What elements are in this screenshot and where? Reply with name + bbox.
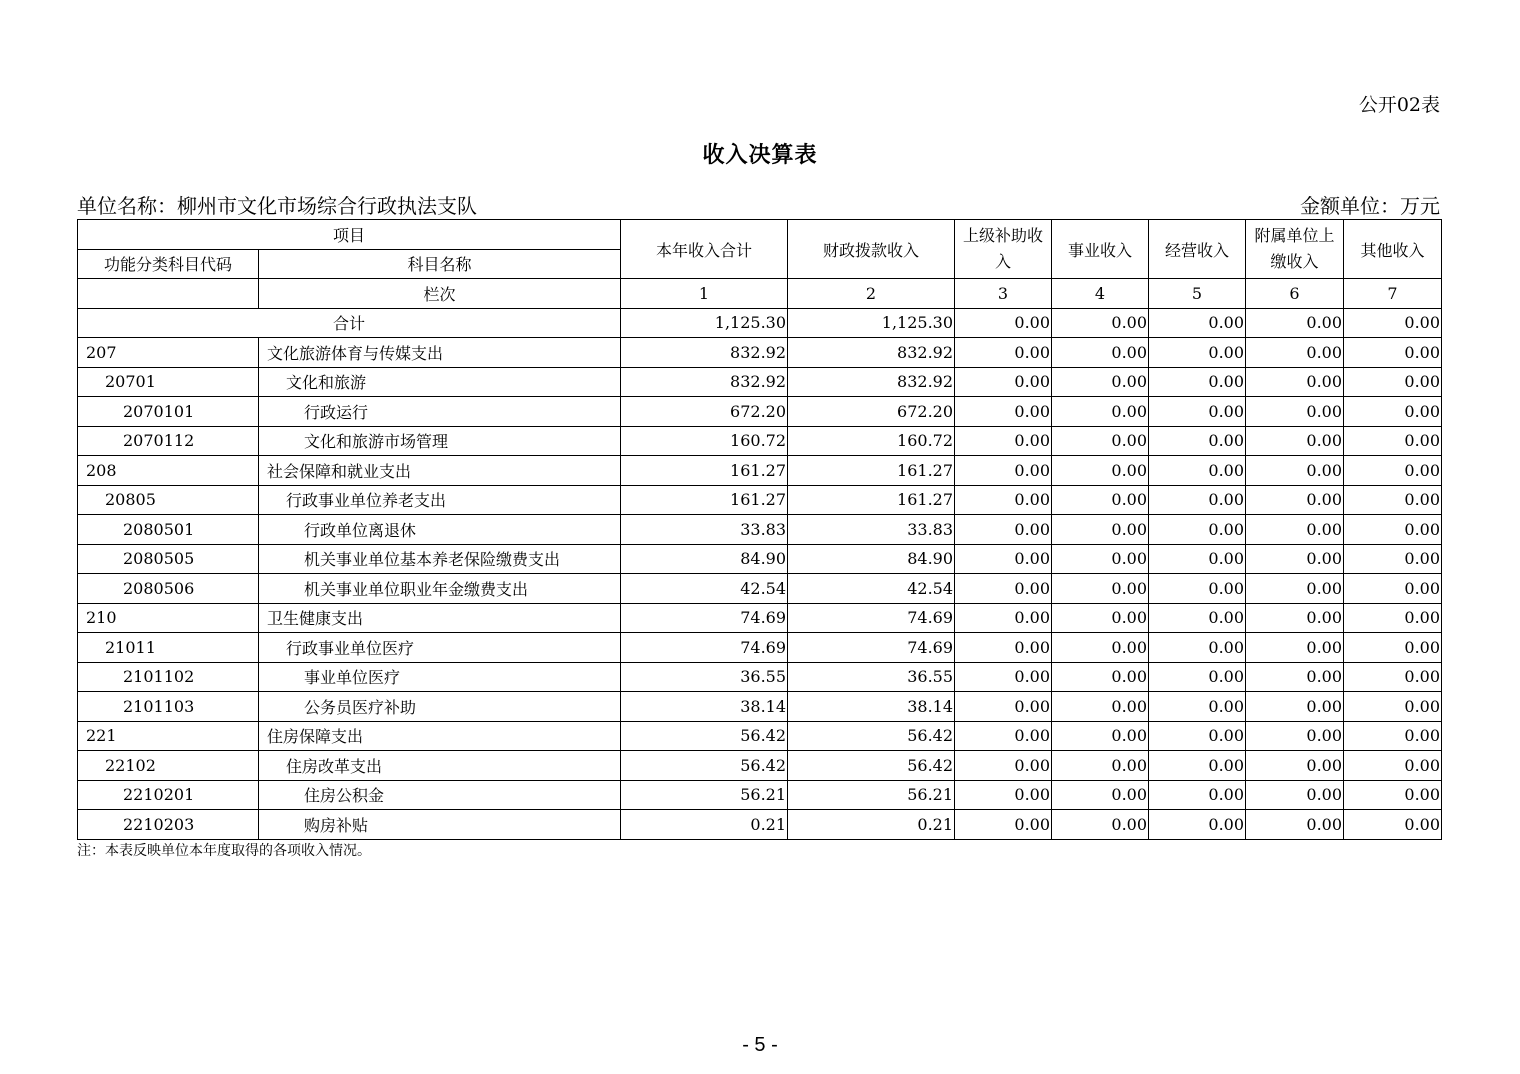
amount-cell: 0.00 [1344,397,1442,427]
total-value: 0.00 [1344,308,1442,338]
amount-cell: 0.00 [1052,485,1149,515]
amount-cell: 0.00 [1149,544,1246,574]
table-row [78,633,1442,663]
amount-cell: 0.00 [1344,603,1442,633]
amount-cell: 0.00 [1149,633,1246,663]
amount-cell: 0.00 [1052,456,1149,486]
table-row [78,692,1442,722]
amount-cell: 672.20 [621,397,788,427]
amount-cell: 0.00 [1246,397,1344,427]
table-row [78,603,1442,633]
amount-cell: 0.00 [1052,633,1149,663]
amount-cell: 0.00 [955,485,1052,515]
subject-code: 2080501 [78,515,259,545]
unit-name: 单位名称：柳州市文化市场综合行政执法支队 [77,194,477,218]
income-report-table [77,219,1442,840]
amount-cell: 42.54 [621,574,788,604]
amount-cell: 74.69 [621,603,788,633]
amount-cell: 0.00 [1149,574,1246,604]
amount-cell: 42.54 [788,574,955,604]
amount-cell: 0.00 [1344,367,1442,397]
subject-name: 公务员医疗补助 [259,692,621,722]
subject-name: 社会保障和就业支出 [259,456,621,486]
column-index-1: 1 [621,279,788,309]
amount-cell: 160.72 [788,426,955,456]
column-index-label: 栏次 [259,279,621,309]
subject-name: 住房公积金 [259,780,621,810]
form-number: 公开02表 [1358,94,1440,116]
amount-cell: 0.00 [955,662,1052,692]
column-index-5: 5 [1149,279,1246,309]
total-value: 1,125.30 [788,308,955,338]
table-row [78,810,1442,840]
header-code: 功能分类科目代码 [78,249,259,279]
amount-cell: 0.00 [1149,338,1246,368]
amount-cell: 0.00 [1344,426,1442,456]
table-row [78,574,1442,604]
column-index-blank [78,279,259,309]
amount-cell: 33.83 [621,515,788,545]
total-value: 0.00 [1052,308,1149,338]
amount-cell: 0.00 [1344,633,1442,663]
subject-code: 210 [78,603,259,633]
amount-cell: 0.00 [955,780,1052,810]
amount-cell: 0.00 [1344,456,1442,486]
table-row [78,662,1442,692]
subject-name: 住房改革支出 [259,751,621,781]
amount-cell: 0.00 [1149,751,1246,781]
amount-cell: 0.00 [1052,574,1149,604]
column-index-4: 4 [1052,279,1149,309]
total-label: 合计 [78,308,621,338]
subject-name: 购房补贴 [259,810,621,840]
amount-cell: 0.00 [1246,456,1344,486]
amount-cell: 0.00 [1149,367,1246,397]
amount-cell: 0.00 [1246,692,1344,722]
amount-cell: 0.00 [1344,721,1442,751]
subject-name: 文化和旅游 [259,367,621,397]
amount-cell: 0.00 [1149,426,1246,456]
amount-cell: 161.27 [788,456,955,486]
amount-cell: 0.00 [1344,515,1442,545]
total-value: 0.00 [955,308,1052,338]
total-value: 1,125.30 [621,308,788,338]
amount-cell: 74.69 [621,633,788,663]
header-total: 本年收入合计 [621,220,788,279]
table-row [78,721,1442,751]
subject-name: 文化和旅游市场管理 [259,426,621,456]
amount-cell: 0.21 [788,810,955,840]
amount-cell: 74.69 [788,603,955,633]
amount-cell: 0.00 [1246,603,1344,633]
table-row [78,456,1442,486]
subject-code: 2101102 [78,662,259,692]
header-operating: 经营收入 [1149,220,1246,279]
subject-code: 22102 [78,751,259,781]
subject-code: 2210201 [78,780,259,810]
header-name: 科目名称 [259,249,621,279]
amount-cell: 161.27 [621,456,788,486]
amount-cell: 0.00 [1344,810,1442,840]
amount-cell: 0.21 [621,810,788,840]
amount-cell: 74.69 [788,633,955,663]
amount-cell: 0.00 [1344,692,1442,722]
amount-cell: 84.90 [621,544,788,574]
amount-cell: 0.00 [1052,426,1149,456]
amount-cell: 0.00 [1052,810,1149,840]
table-row [78,751,1442,781]
amount-cell: 0.00 [1052,397,1149,427]
amount-cell: 0.00 [1246,544,1344,574]
subject-code: 2080506 [78,574,259,604]
amount-cell: 0.00 [1052,603,1149,633]
subject-code: 221 [78,721,259,751]
amount-cell: 0.00 [1149,721,1246,751]
table-row [78,485,1442,515]
column-index-3: 3 [955,279,1052,309]
amount-cell: 0.00 [1246,515,1344,545]
header-business: 事业收入 [1052,220,1149,279]
report-title: 收入决算表 [702,142,818,168]
amount-cell: 0.00 [1344,662,1442,692]
total-row [78,308,1442,338]
amount-cell: 0.00 [1149,692,1246,722]
amount-cell: 84.90 [788,544,955,574]
amount-cell: 0.00 [955,633,1052,663]
amount-cell: 0.00 [1149,662,1246,692]
subject-code: 2080505 [78,544,259,574]
amount-cell: 36.55 [788,662,955,692]
table-row [78,338,1442,368]
amount-cell: 672.20 [788,397,955,427]
subject-name: 行政运行 [259,397,621,427]
table-body [78,308,1442,839]
table-row [78,426,1442,456]
amount-cell: 56.42 [788,721,955,751]
amount-cell: 0.00 [1344,751,1442,781]
amount-cell: 0.00 [1344,338,1442,368]
amount-cell: 0.00 [1149,603,1246,633]
amount-cell: 0.00 [1149,485,1246,515]
amount-cell: 0.00 [955,721,1052,751]
amount-cell: 0.00 [1246,810,1344,840]
header-fiscal: 财政拨款收入 [788,220,955,279]
header-superior: 上级补助收入 [955,220,1052,279]
amount-cell: 0.00 [1246,574,1344,604]
amount-cell: 38.14 [788,692,955,722]
header-project: 项目 [78,220,621,250]
amount-cell: 56.42 [621,751,788,781]
amount-cell: 0.00 [955,397,1052,427]
amount-cell: 161.27 [621,485,788,515]
amount-cell: 0.00 [1149,780,1246,810]
subject-name: 住房保障支出 [259,721,621,751]
subject-code: 20805 [78,485,259,515]
amount-cell: 0.00 [1246,721,1344,751]
amount-cell: 0.00 [1344,485,1442,515]
amount-cell: 0.00 [1246,780,1344,810]
amount-cell: 0.00 [1344,544,1442,574]
amount-cell: 0.00 [1052,721,1149,751]
total-value: 0.00 [1149,308,1246,338]
amount-cell: 0.00 [955,574,1052,604]
amount-cell: 56.42 [788,751,955,781]
amount-cell: 832.92 [788,367,955,397]
amount-cell: 0.00 [955,515,1052,545]
subject-name: 机关事业单位基本养老保险缴费支出 [259,544,621,574]
total-value: 0.00 [1246,308,1344,338]
amount-cell: 0.00 [1052,544,1149,574]
amount-cell: 0.00 [1052,662,1149,692]
page-number: - 5 - [742,1034,778,1056]
amount-cell: 0.00 [1052,515,1149,545]
subject-name: 卫生健康支出 [259,603,621,633]
amount-cell: 0.00 [1052,692,1149,722]
amount-cell: 0.00 [1052,751,1149,781]
amount-cell: 0.00 [955,426,1052,456]
amount-cell: 36.55 [621,662,788,692]
amount-cell: 56.42 [621,721,788,751]
amount-cell: 38.14 [621,692,788,722]
amount-cell: 0.00 [1246,633,1344,663]
table-row [78,367,1442,397]
amount-cell: 0.00 [1246,338,1344,368]
subject-name: 行政事业单位医疗 [259,633,621,663]
table-row [78,515,1442,545]
amount-cell: 0.00 [955,456,1052,486]
subject-name: 事业单位医疗 [259,662,621,692]
amount-cell: 0.00 [1246,751,1344,781]
table-row [78,780,1442,810]
amount-cell: 0.00 [1149,515,1246,545]
amount-cell: 0.00 [955,603,1052,633]
column-index-row [78,279,1442,309]
amount-cell: 0.00 [1246,485,1344,515]
amount-cell: 0.00 [955,810,1052,840]
subject-code: 2070112 [78,426,259,456]
amount-cell: 0.00 [955,367,1052,397]
subject-name: 文化旅游体育与传媒支出 [259,338,621,368]
amount-cell: 832.92 [621,338,788,368]
amount-cell: 56.21 [788,780,955,810]
amount-cell: 832.92 [621,367,788,397]
amount-cell: 0.00 [1052,338,1149,368]
subject-code: 21011 [78,633,259,663]
amount-unit: 金额单位：万元 [1300,194,1440,218]
subject-code: 20701 [78,367,259,397]
header-row-1 [78,220,1442,250]
amount-cell: 160.72 [621,426,788,456]
column-index-7: 7 [1344,279,1442,309]
amount-cell: 0.00 [955,751,1052,781]
amount-cell: 0.00 [1344,780,1442,810]
amount-cell: 56.21 [621,780,788,810]
amount-cell: 0.00 [1246,662,1344,692]
subject-code: 207 [78,338,259,368]
amount-cell: 0.00 [1149,397,1246,427]
subject-name: 行政事业单位养老支出 [259,485,621,515]
amount-cell: 0.00 [1246,367,1344,397]
subject-name: 机关事业单位职业年金缴费支出 [259,574,621,604]
amount-cell: 0.00 [1052,780,1149,810]
amount-cell: 0.00 [1149,456,1246,486]
amount-cell: 33.83 [788,515,955,545]
amount-cell: 0.00 [955,692,1052,722]
header-affiliated: 附属单位上缴收入 [1246,220,1344,279]
amount-cell: 0.00 [1149,810,1246,840]
subject-code: 208 [78,456,259,486]
amount-cell: 0.00 [1052,367,1149,397]
amount-cell: 0.00 [955,338,1052,368]
amount-cell: 832.92 [788,338,955,368]
subject-code: 2070101 [78,397,259,427]
subject-code: 2210203 [78,810,259,840]
table-row [78,397,1442,427]
subject-name: 行政单位离退休 [259,515,621,545]
amount-cell: 0.00 [955,544,1052,574]
amount-cell: 0.00 [1246,426,1344,456]
table-note: 注：本表反映单位本年度取得的各项收入情况。 [77,843,371,859]
column-index-2: 2 [788,279,955,309]
table-row [78,544,1442,574]
amount-cell: 0.00 [1344,574,1442,604]
subject-code: 2101103 [78,692,259,722]
amount-cell: 161.27 [788,485,955,515]
column-index-6: 6 [1246,279,1344,309]
header-other: 其他收入 [1344,220,1442,279]
